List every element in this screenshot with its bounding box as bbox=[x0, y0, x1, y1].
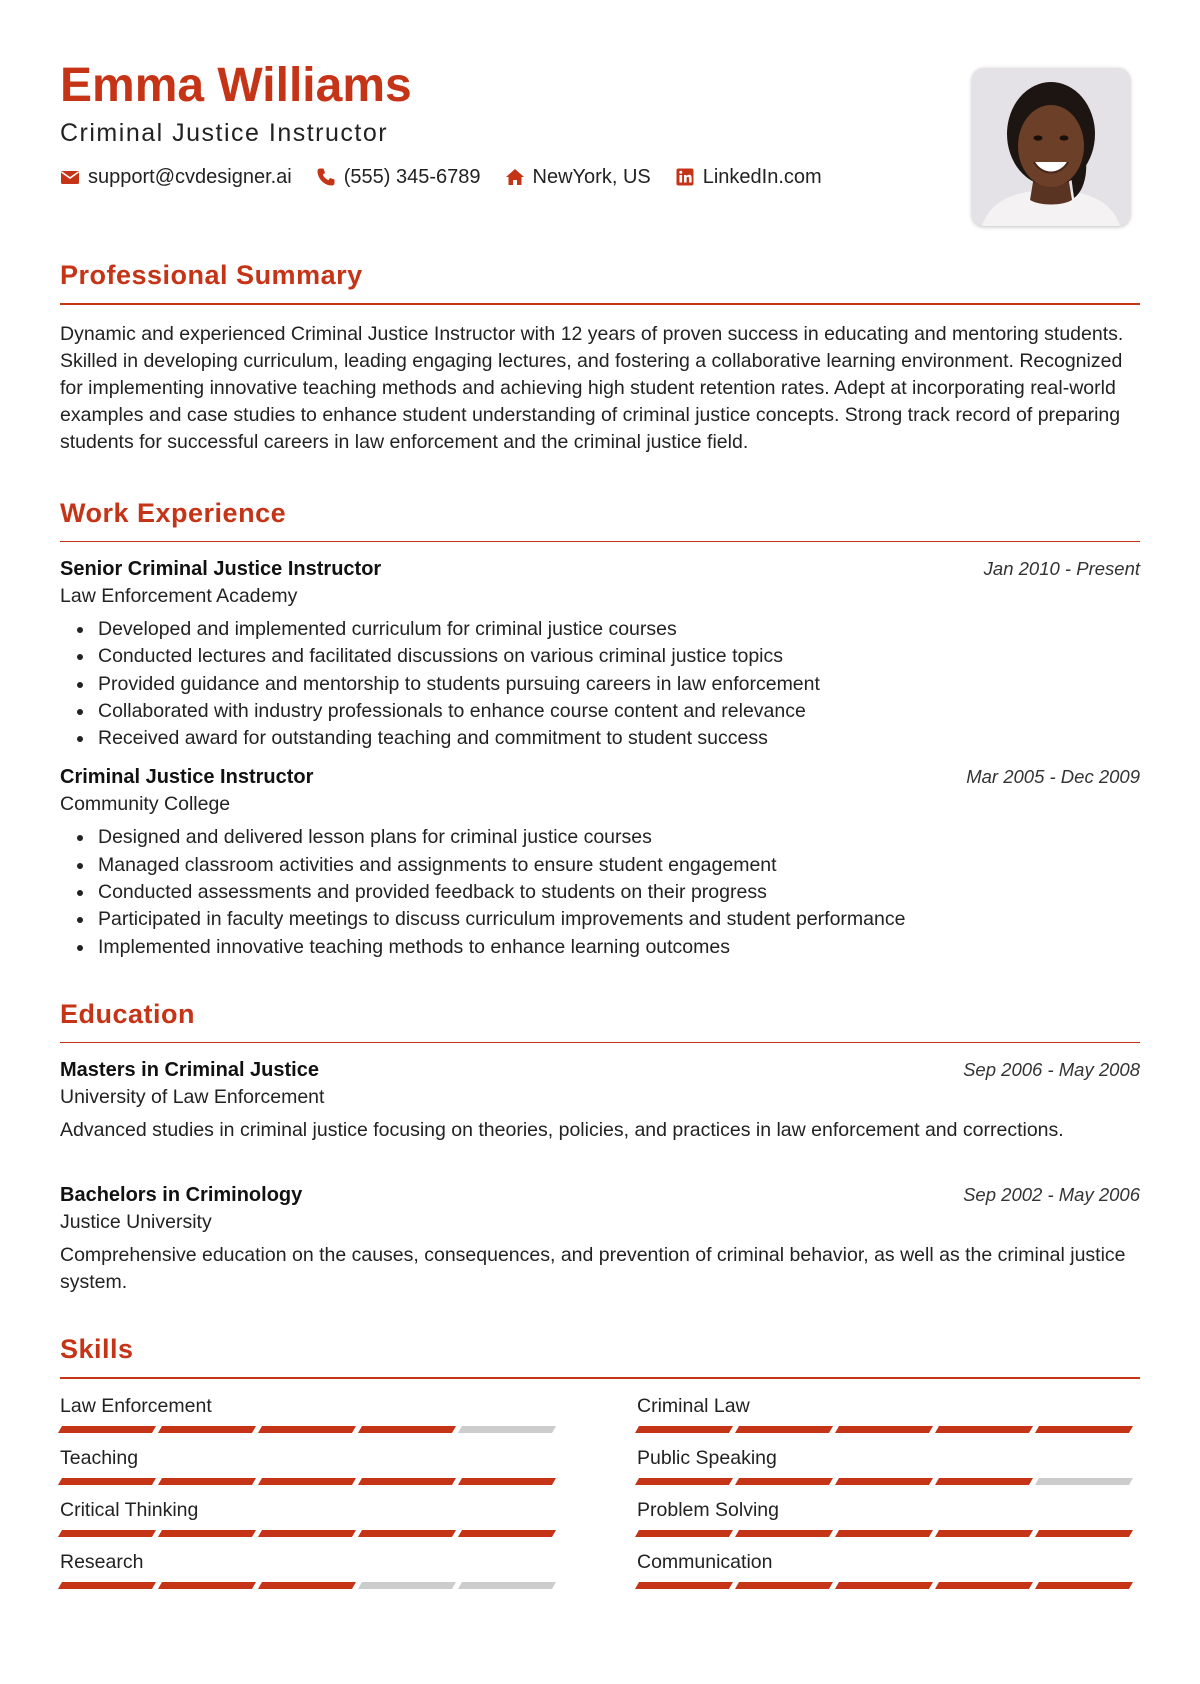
job-bullets bbox=[60, 824, 1140, 960]
phone-icon bbox=[316, 167, 336, 187]
section-divider bbox=[60, 541, 1140, 543]
job-bullet: Collaborated with industry professionals to enhance course content and relevance bbox=[60, 698, 1140, 725]
job-company: Law Enforcement Academy bbox=[60, 585, 298, 607]
job-title: Senior Criminal Justice Instructor bbox=[60, 558, 382, 580]
skill-item bbox=[60, 1395, 560, 1433]
profile-photo bbox=[972, 68, 1130, 226]
skill-item bbox=[637, 1499, 1137, 1537]
summary-heading: Professional Summary bbox=[60, 260, 363, 290]
job-bullet: Designed and delivered lesson plans for criminal justice courses bbox=[60, 824, 1140, 851]
skill-segment-filled bbox=[1035, 1530, 1133, 1537]
skill-segment-filled bbox=[158, 1582, 256, 1589]
school-name: Justice University bbox=[60, 1211, 212, 1234]
job-bullet: Developed and implemented curriculum for criminal justice courses bbox=[60, 616, 1140, 643]
skill-segment-filled bbox=[935, 1478, 1033, 1485]
job-bullet: Implemented innovative teaching methods to enhance learning outcomes bbox=[60, 934, 1140, 961]
skill-segment-filled bbox=[158, 1530, 256, 1537]
skill-name: Problem Solving bbox=[637, 1498, 779, 1521]
skill-segment-filled bbox=[635, 1582, 733, 1589]
skill-segment-filled bbox=[58, 1426, 156, 1433]
skill-level-bar bbox=[60, 1582, 560, 1589]
candidate-name: Emma Williams bbox=[60, 59, 412, 112]
skill-segment-filled bbox=[158, 1478, 256, 1485]
summary-section bbox=[60, 260, 1140, 456]
skill-segment-filled bbox=[935, 1582, 1033, 1589]
skill-segment-filled bbox=[458, 1478, 556, 1485]
education-entry bbox=[60, 1059, 1140, 1144]
skill-segment-filled bbox=[735, 1530, 833, 1537]
job-date: Jan 2010 - Present bbox=[983, 558, 1140, 579]
skill-segment-filled bbox=[735, 1478, 833, 1485]
skill-level-bar bbox=[60, 1478, 560, 1485]
education-entry bbox=[60, 1184, 1140, 1296]
job-bullet: Managed classroom activities and assignments to ensure student engagement bbox=[60, 852, 1140, 879]
skill-segment-empty bbox=[458, 1582, 556, 1589]
skill-segment-filled bbox=[635, 1478, 733, 1485]
contact-email[interactable] bbox=[60, 166, 292, 189]
education-heading: Education bbox=[60, 998, 196, 1029]
skill-name: Criminal Law bbox=[637, 1394, 750, 1417]
skill-segment-filled bbox=[835, 1530, 933, 1537]
skill-segment-empty bbox=[458, 1426, 556, 1433]
contact-email-text: support@cvdesigner.ai bbox=[88, 165, 292, 188]
candidate-title: Criminal Justice Instructor bbox=[60, 118, 389, 147]
skill-name: Teaching bbox=[60, 1446, 139, 1469]
skill-segment-filled bbox=[1035, 1582, 1133, 1589]
contact-linkedin-text: LinkedIn.com bbox=[702, 165, 822, 188]
skill-level-bar bbox=[60, 1530, 560, 1537]
skill-segment-filled bbox=[358, 1530, 456, 1537]
skill-segment-filled bbox=[258, 1530, 356, 1537]
skill-item bbox=[60, 1499, 560, 1537]
skill-segment-filled bbox=[1035, 1426, 1133, 1433]
summary-text: Dynamic and experienced Criminal Justice Instructor with 12 years of proven success in educating and mentoring students. Skilled in developing curriculum, leading engaging lectures, and fostering a collaborative learning environment. Recognized for implementing innovative teaching methods and achieving high student retention rates. Adept at incorporating real-world examples and case studies to enhance student understanding of criminal justice concepts. Strong track record of preparing students for successful careers in law enforcement and the criminal justice field. bbox=[60, 322, 1124, 453]
skill-segment-filled bbox=[635, 1426, 733, 1433]
education-description: Advanced studies in criminal justice focusing on theories, policies, and practices in law enforcement and corrections. bbox=[60, 1119, 1064, 1142]
contact-location bbox=[505, 166, 651, 189]
education-date: Sep 2002 - May 2006 bbox=[963, 1184, 1140, 1206]
job-bullet: Conducted assessments and provided feedback to students on their progress bbox=[60, 879, 1140, 906]
job-bullets bbox=[60, 616, 1140, 752]
degree-title: Bachelors in Criminology bbox=[60, 1184, 303, 1207]
contact-location-text: NewYork, US bbox=[532, 165, 651, 188]
job-bullet: Provided guidance and mentorship to students pursuing careers in law enforcement bbox=[60, 671, 1140, 698]
skill-level-bar bbox=[637, 1478, 1137, 1485]
skill-level-bar bbox=[637, 1426, 1137, 1433]
skill-segment-filled bbox=[58, 1478, 156, 1485]
skill-segment-filled bbox=[358, 1426, 456, 1433]
skill-level-bar bbox=[637, 1530, 1137, 1537]
skill-item bbox=[60, 1551, 560, 1589]
skill-name: Research bbox=[60, 1550, 144, 1573]
section-divider bbox=[60, 1042, 1140, 1044]
skill-segment-filled bbox=[835, 1478, 933, 1485]
contact-linkedin[interactable] bbox=[675, 166, 822, 189]
skill-name: Public Speaking bbox=[637, 1446, 777, 1469]
job-bullet: Conducted lectures and facilitated discussions on various criminal justice topics bbox=[60, 643, 1140, 670]
skills-grid bbox=[60, 1395, 1140, 1589]
skill-segment-filled bbox=[935, 1530, 1033, 1537]
linkedin-icon bbox=[675, 167, 695, 187]
skill-segment-filled bbox=[58, 1582, 156, 1589]
job-bullet: Received award for outstanding teaching and commitment to student success bbox=[60, 725, 1140, 752]
job-company: Community College bbox=[60, 793, 231, 816]
education-section bbox=[60, 999, 1140, 1297]
skill-level-bar bbox=[60, 1426, 560, 1433]
skill-segment-empty bbox=[358, 1582, 456, 1589]
skill-segment-filled bbox=[258, 1426, 356, 1433]
skill-name: Critical Thinking bbox=[60, 1498, 199, 1521]
experience-section bbox=[60, 498, 1140, 961]
education-description: Comprehensive education on the causes, consequences, and prevention of criminal behavior, as well as the criminal justice system. bbox=[60, 1244, 1126, 1294]
contact-phone[interactable] bbox=[316, 166, 481, 189]
skills-heading: Skills bbox=[60, 1334, 134, 1365]
job-title: Criminal Justice Instructor bbox=[60, 766, 314, 789]
skill-segment-filled bbox=[635, 1530, 733, 1537]
skill-segment-empty bbox=[1035, 1478, 1133, 1485]
skill-segment-filled bbox=[935, 1426, 1033, 1433]
skills-section bbox=[60, 1334, 1140, 1589]
skill-segment-filled bbox=[258, 1478, 356, 1485]
skill-item bbox=[637, 1395, 1137, 1433]
skill-item bbox=[637, 1551, 1137, 1589]
job-entry bbox=[60, 558, 1140, 752]
envelope-icon bbox=[60, 167, 80, 187]
job-bullet: Participated in faculty meetings to discuss curriculum improvements and student performance bbox=[60, 906, 1140, 933]
contact-phone-text: (555) 345-6789 bbox=[343, 165, 481, 188]
skill-level-bar bbox=[637, 1582, 1137, 1589]
experience-heading: Work Experience bbox=[60, 497, 287, 528]
skill-segment-filled bbox=[458, 1530, 556, 1537]
degree-title: Masters in Criminal Justice bbox=[60, 1059, 319, 1082]
skill-segment-filled bbox=[835, 1426, 933, 1433]
skill-segment-filled bbox=[58, 1530, 156, 1537]
skill-segment-filled bbox=[835, 1582, 933, 1589]
home-icon bbox=[505, 167, 525, 187]
skill-item bbox=[637, 1447, 1137, 1485]
skill-segment-filled bbox=[735, 1582, 833, 1589]
profile-photo-image bbox=[972, 68, 1130, 226]
section-divider bbox=[60, 303, 1140, 305]
resume-header bbox=[60, 60, 1140, 260]
skill-name: Law Enforcement bbox=[60, 1394, 212, 1417]
section-divider bbox=[60, 1377, 1140, 1379]
skill-segment-filled bbox=[258, 1582, 356, 1589]
skill-segment-filled bbox=[735, 1426, 833, 1433]
job-date: Mar 2005 - Dec 2009 bbox=[966, 766, 1140, 788]
skill-segment-filled bbox=[358, 1478, 456, 1485]
skill-segment-filled bbox=[158, 1426, 256, 1433]
job-entry bbox=[60, 766, 1140, 960]
skill-name: Communication bbox=[637, 1550, 773, 1573]
skill-item bbox=[60, 1447, 560, 1485]
school-name: University of Law Enforcement bbox=[60, 1086, 325, 1109]
education-date: Sep 2006 - May 2008 bbox=[963, 1059, 1140, 1081]
